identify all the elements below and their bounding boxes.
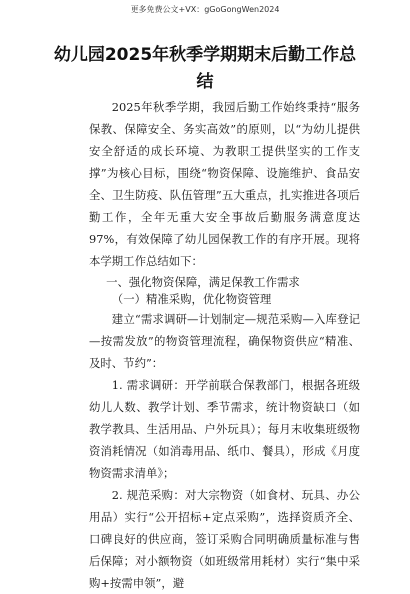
subsection-heading: （一）精准采购，优化物资管理 [111,292,272,306]
list-item: 2. 规范采购：对大宗物资（如食材、玩具、办公用品）实行“公开招标+定点采购”，选择资质齐全、口碑良好的供应商，签订采购合同明确质量标准与售后保障；对小额物资（如班级常用耗材）实行“集中采购+按需申领”，避 [89,488,360,590]
list-item: 1. 需求调研：开学前联合保教部门，根据各班级幼儿人数、教学计划、季节需求，统计物资缺口（如教学教具、生活用品、户外玩具）；每月末收集班级物资消耗情况（如消毒用品、纸巾、餐具），形成《月度物资需求清单》； [89,378,360,480]
intro-paragraph: 2025年秋季学期，我园后勤工作始终秉持“服务保教、保障安全、务实高效”的原则，以“为幼儿提供安全舒适的成长环境、为教职工提供坚实的工作支撑”为核心目标，围绕“物资保障、设施维护、食品安全、卫生防疫、队伍管理”五大重点，扎实推进各项后勤工作，全年无重大安全事故后勤服务满意度达97%，有效保障了幼儿园保教工作的有序开展。现将本学期工作总结如下： [89,100,360,268]
subsection-intro-paragraph: 建立“需求调研—计划制定—规范采购—入库登记—按需发放”的物资管理流程，确保物资供应“精准、及时、节约”： [89,312,360,370]
document-title: 幼儿园2025年秋季学期期末后勤工作总结 [53,45,357,92]
document-body [89,96,360,594]
section-heading: 一、强化物资保障，满足保教工作需求 [106,275,300,289]
header-note: 更多免费公文+VX：gGoGongWen2024 [130,5,280,14]
